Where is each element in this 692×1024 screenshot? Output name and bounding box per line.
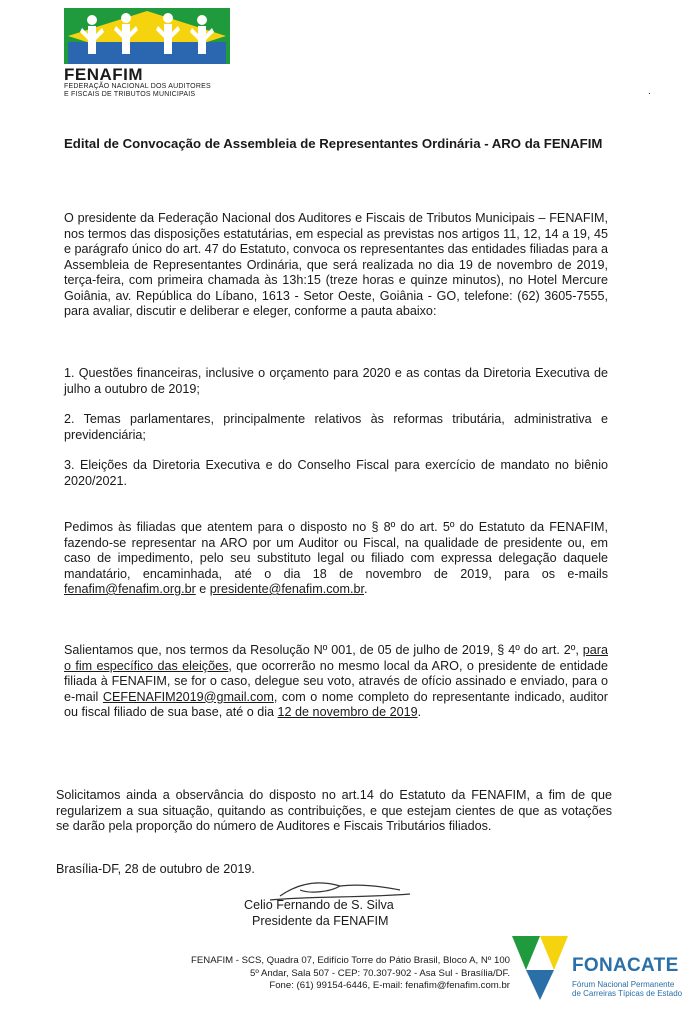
resolucao-text-d: . (417, 705, 422, 719)
resolucao-paragraph (64, 643, 608, 721)
fonacate-subtitle (572, 980, 682, 998)
fenafim-subtitle-2: E FISCAIS DE TRIBUTOS MUNICIPAIS (64, 91, 196, 98)
agenda-item-3: 3. Eleições da Diretoria Executiva e do Conselho Fiscal para exercício de mandato no biênio 2020/2021. (64, 458, 608, 488)
fenafim-flag-icon (64, 8, 230, 64)
resolucao-text-a: Salientamos que, nos termos da Resolução Nº 001, de 05 de julho de 2019, § 4º do art. 2º, (64, 643, 583, 657)
footer-line-3: Fone: (61) 99154-6446, E-mail: fenafim@fenafim.com.br (269, 980, 510, 991)
footer-line-1: FENAFIM - SCS, Quadra 07, Edifício Torre do Pátio Brasil, Bloco A, Nº 100 (191, 955, 510, 966)
fenafim-logo (64, 8, 232, 99)
resolucao-underlined-2: 12 de novembro de 2019 (277, 705, 418, 719)
agenda-item-2: 2. Temas parlamentares, principalmente relativos às reformas tributária, administrativa e previdenciária; (64, 412, 608, 442)
email-link-fenafim[interactable]: fenafim@fenafim.org.br (64, 582, 196, 596)
observancia-paragraph: Solicitamos ainda a observância do disposto no art.14 do Estatuto da FENAFIM, a fim de que regularizem a sua situação, quitando as contribuições, e que estejam cientes de que as votações se darão pela proporção do número de Auditores e Fiscais Tributários filiados. (56, 788, 612, 833)
fenafim-wordmark: FENAFIM (64, 65, 144, 84)
fenafim-subtitle-1: FEDERAÇÃO NACIONAL DOS AUDITORES (64, 83, 211, 90)
email-link-presidente[interactable]: presidente@fenafim.com.br (209, 582, 364, 596)
signatory-name: Celio Fernando de S. Silva (244, 898, 394, 912)
signatory-role: Presidente da FENAFIM (252, 914, 389, 928)
resolucao-text-c: , com o nome completo do representante indicado, auditor ou fiscal filiado de sua base, até o dia (64, 689, 608, 719)
fonacate-wordmark: FONACATE (572, 955, 679, 976)
resolucao-underlined-1: para o fim específico das eleições (64, 643, 608, 673)
email-link-cefenafim[interactable]: CEFENAFIM2019@gmail.com (102, 689, 274, 704)
intro-paragraph: O presidente da Federação Nacional dos Auditores e Fiscais de Tributos Municipais – FENAFIM, nos termos das disposições estatutárias, em especial as previstas nos artigos 11, 12, 14 a 19, 45 e parágrafo único do art. 47 do Estatuto, convoca os representantes das entidades filiadas para a Assembleia de Representantes Ordinária, que será realizada no dia 19 de novembro de 2019, terça-feira, com primeira chamada às 13h:15 (treze horas e quinze minutos), no Hotel Mercure Goiânia, av. República do Líbano, 1613 - Setor Oeste, Goiânia - GO, telefone: (62) 3605-7555, para avaliar, discutir e deliberar e eleger, conforme a pauta abaixo: (64, 211, 608, 318)
place-date: Brasília-DF, 28 de outubro de 2019. (56, 862, 255, 876)
filiadas-mid: e (195, 582, 210, 596)
stray-mark: . (648, 86, 651, 97)
footer-address (130, 955, 510, 993)
document-title: Edital de Convocação de Assembleia de Representantes Ordinária - ARO da FENAFIM (64, 136, 603, 151)
fonacate-sub-1: Fórum Nacional Permanente (572, 980, 675, 989)
filiadas-text: Pedimos às filiadas que atentem para o disposto no § 8º do art. 5º do Estatuto da FENAFIM, fazendo-se representar na ARO por um Auditor ou Fiscal, na qualidade de presidente ou, em caso de impedimento, pelo seu substituto legal ou filiado com expressa delegação daquele mandatário, encaminhada, até o dia 18 de novembro de 2019, para os e-mails (64, 520, 608, 581)
agenda-item-1: 1. Questões financeiras, inclusive o orçamento para 2020 e as contas da Diretoria Executiva de julho a outubro de 2019; (64, 366, 608, 396)
resolucao-text-b: , que ocorrerão no mesmo local da ARO, o presidente de entidade filiada à FENAFIM, se for o caso, delegue seu voto, através de ofício assinado e enviado, para o e-mail (64, 658, 608, 704)
fonacate-sub-2: de Carreiras Típicas de Estado (572, 989, 683, 998)
footer-line-2: 5º Andar, Sala 507 - CEP: 70.307-902 - Asa Sul - Brasília/DF. (249, 967, 510, 979)
filiadas-paragraph (64, 520, 608, 598)
filiadas-end: . (363, 582, 368, 596)
